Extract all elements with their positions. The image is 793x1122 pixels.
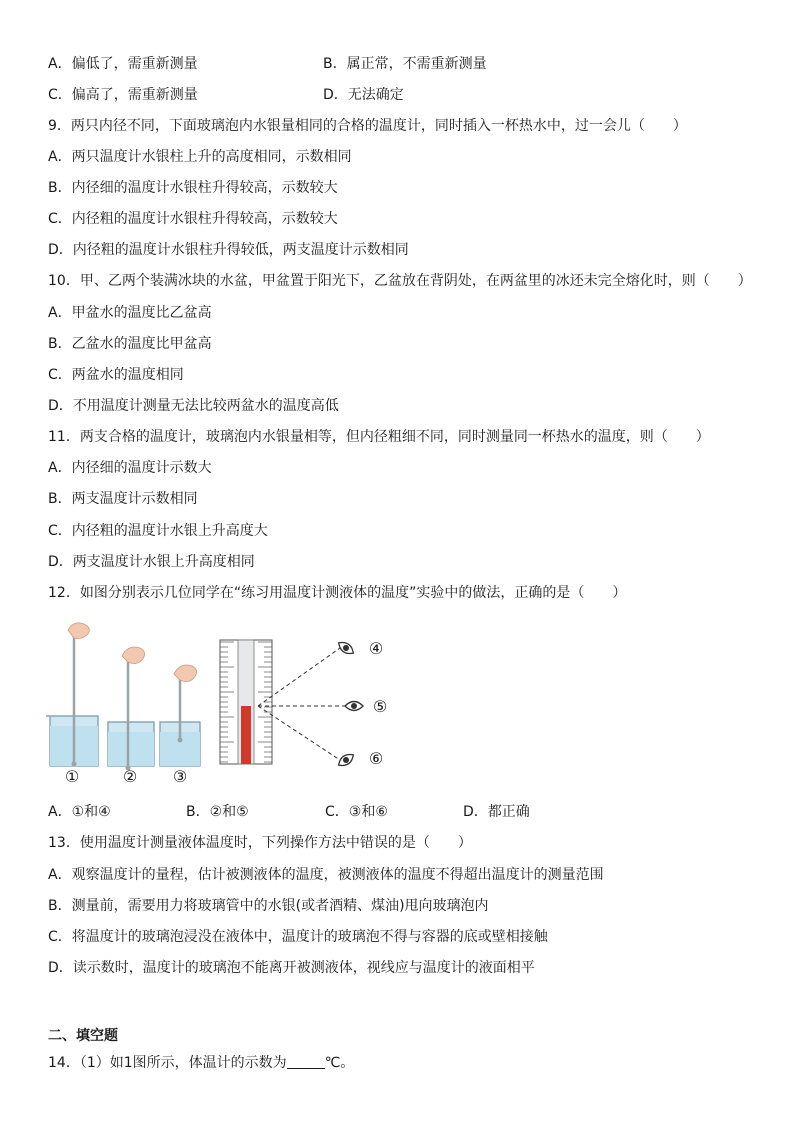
label-3: ③ bbox=[172, 767, 188, 786]
q9-option-c: C．内径粗的温度计水银柱升得较高，示数较大 bbox=[48, 211, 338, 227]
q10-option-a: A．甲盆水的温度比乙盆高 bbox=[48, 305, 212, 321]
q10-option-c: C．两盆水的温度相同 bbox=[48, 367, 184, 383]
q9-option-d: D．内径粗的温度计水银柱升得较低，两支温度计示数相同 bbox=[48, 242, 409, 258]
q9-option-b: B．内径细的温度计水银柱升得较高，示数较大 bbox=[48, 180, 338, 196]
label-4: ④ bbox=[368, 639, 384, 658]
q13-stem: 13．使用温度计测量液体温度时，下列操作方法中错误的是（ ） bbox=[48, 835, 472, 851]
q11-option-d: D．两支温度计水银上升高度相同 bbox=[48, 554, 255, 570]
q14-prefix: 14．（1）如1图所示，体温计的示数为 bbox=[48, 1055, 287, 1071]
eye-icon-6 bbox=[336, 751, 356, 769]
hand-2 bbox=[122, 647, 145, 664]
eye-icon-4 bbox=[336, 639, 356, 657]
hand-3 bbox=[174, 665, 197, 682]
beaker-2 bbox=[108, 722, 154, 766]
label-5: ⑤ bbox=[372, 697, 388, 716]
q12-option-b: B．②和⑤ bbox=[186, 804, 249, 820]
mercury-column bbox=[241, 706, 251, 764]
q9-stem: 9．两只内径不同，下面玻璃泡内水银量相同的合格的温度计，同时插入一杯热水中，过一会儿（ ） bbox=[48, 118, 687, 134]
q11-option-b: B．两支温度计示数相同 bbox=[48, 491, 198, 507]
q12-option-c: C．③和⑥ bbox=[325, 804, 388, 820]
q8-option-b: B．属正常，不需重新测量 bbox=[323, 56, 487, 72]
eye-icon-5 bbox=[345, 702, 363, 711]
q14-suffix: ℃。 bbox=[324, 1055, 355, 1071]
q9-option-a: A．两只温度计水银柱上升的高度相同，示数相同 bbox=[48, 149, 352, 165]
answer-blank[interactable] bbox=[287, 1054, 325, 1069]
label-1: ① bbox=[64, 767, 80, 786]
beaker-1 bbox=[46, 716, 98, 766]
q13-option-b: B．测量前，需要用力将玻璃管中的水银(或者酒精、煤油)甩向玻璃泡内 bbox=[48, 898, 489, 914]
q12-stem: 12．如图分别表示几位同学在“练习用温度计测液体的温度”实验中的做法，正确的是（ ） bbox=[48, 585, 627, 601]
q11-option-a: A．内径细的温度计示数大 bbox=[48, 460, 212, 476]
q12-option-d: D．都正确 bbox=[463, 804, 530, 820]
q12-option-a: A．①和④ bbox=[48, 804, 111, 820]
q12-figure bbox=[40, 618, 400, 790]
section-title: 二、填空题 bbox=[48, 1028, 118, 1044]
q11-stem: 11．两支合格的温度计，玻璃泡内水银量相等，但内径粗细不同，同时测量同一杯热水的温度，则（ ） bbox=[48, 429, 710, 445]
label-2: ② bbox=[122, 767, 138, 786]
q8-option-a: A．偏低了，需重新测量 bbox=[48, 56, 198, 72]
q13-option-a: A．观察温度计的量程，估计被测液体的温度，被测液体的温度不得超出温度计的测量范围 bbox=[48, 867, 604, 883]
q8-option-d: D．无法确定 bbox=[323, 87, 404, 103]
q10-option-d: D．不用温度计测量无法比较两盆水的温度高低 bbox=[48, 398, 339, 414]
q13-option-c: C．将温度计的玻璃泡浸没在液体中，温度计的玻璃泡不得与容器的底或壁相接触 bbox=[48, 929, 548, 945]
q11-option-c: C．内径粗的温度计水银上升高度大 bbox=[48, 523, 268, 539]
q8-option-c: C．偏高了，需重新测量 bbox=[48, 87, 198, 103]
hand-1 bbox=[68, 623, 89, 639]
label-6: ⑥ bbox=[368, 749, 384, 768]
q10-stem: 10．甲、乙两个装满冰块的水盆，甲盆置于阳光下，乙盆放在背阴处，在两盆里的冰还未完全熔化时，则（ ） bbox=[48, 273, 752, 289]
q14-line bbox=[48, 1054, 354, 1072]
q10-option-b: B．乙盆水的温度比甲盆高 bbox=[48, 336, 212, 352]
q13-option-d: D．读示数时，温度计的玻璃泡不能离开被测液体，视线应与温度计的液面相平 bbox=[48, 960, 535, 976]
